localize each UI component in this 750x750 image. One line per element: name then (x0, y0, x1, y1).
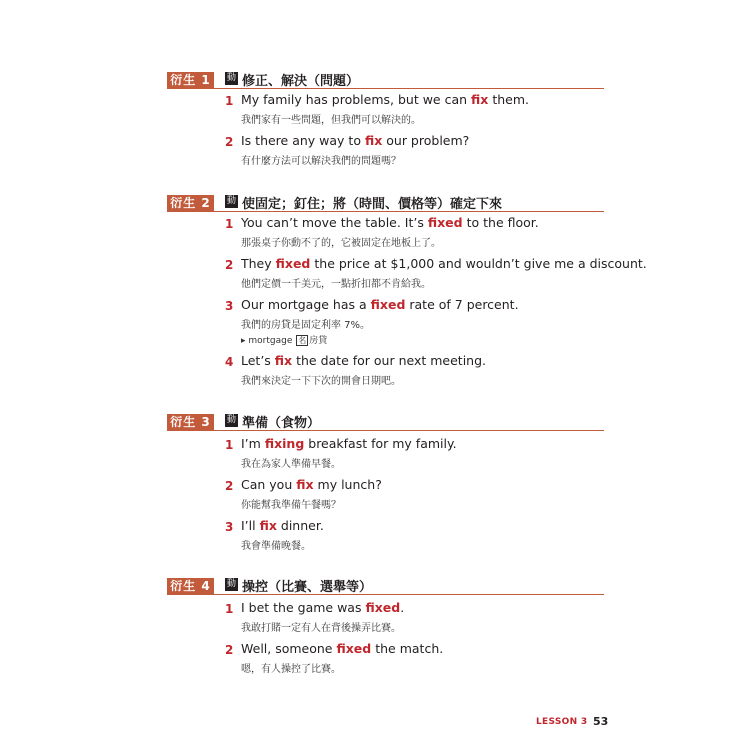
section-header (0, 578, 750, 598)
example-sentence: They fixed the price at $1,000 and wouldn’t give me a discount. (241, 256, 647, 271)
example-sentence: My family has problems, but we can fix them. (241, 92, 529, 107)
example-number: 3 (225, 299, 234, 313)
example-sentence: Let’s fix the date for our next meeting. (241, 353, 487, 368)
example-translation: 我敢打賭一定有人在背後操弄比賽。 (241, 623, 401, 634)
example-number: 1 (225, 438, 234, 452)
example-translation: 我們來決定一下下次的開會日期吧。 (241, 376, 401, 387)
triangle-icon: ▸ (241, 336, 246, 346)
example-translation: 我們的房貸是固定利率 7%。 (241, 320, 371, 331)
example-translation: 他們定價一千美元，一點折扣都不肯給我。 (241, 279, 431, 290)
example-sentence: Is there any way to fix our problem? (241, 133, 470, 148)
section-tag: 衍生 3 (167, 414, 214, 431)
keyword: fix (364, 133, 383, 148)
keyword: fixing (264, 436, 305, 451)
section-header (0, 72, 750, 92)
example-sentence: Our mortgage has a fixed rate of 7 percent. (241, 297, 519, 312)
example-number: 2 (225, 135, 234, 149)
section-rule (167, 88, 604, 89)
section-title: 操控（比賽、選舉等） (242, 580, 373, 595)
section-tag: 衍生 4 (167, 578, 214, 595)
verb-pos-badge: 動 (226, 73, 236, 83)
section-header (0, 195, 750, 215)
verb-pos-badge: 動 (226, 579, 236, 589)
verb-pos-badge: 動 (226, 196, 236, 206)
section-rule (167, 594, 604, 595)
section-title: 使固定；釘住；將（時間、價格等）確定下來 (242, 197, 503, 212)
example-sentence: Well, someone fixed the match. (241, 641, 444, 656)
example-translation: 嗯，有人操控了比賽。 (241, 664, 341, 675)
example-translation: 你能幫我準備午餐嗎？ (241, 500, 341, 511)
noun-pos-badge: 名 (298, 336, 307, 345)
keyword: fix (259, 518, 277, 533)
section-3 (0, 414, 750, 552)
section-2 (0, 195, 750, 387)
keyword: fix (296, 477, 314, 492)
keyword: fixed (336, 641, 372, 656)
example-translation: 我會準備晚餐。 (241, 541, 311, 552)
example-number: 2 (225, 479, 234, 493)
section-title: 準備（食物） (242, 416, 321, 431)
example-number: 1 (225, 94, 234, 108)
section-tag: 衍生 1 (167, 72, 214, 89)
section-4 (0, 578, 750, 675)
keyword: fixed (370, 297, 406, 312)
example-sentence: Can you fix my lunch? (241, 477, 382, 492)
page-number: 53 (593, 715, 609, 728)
section-title: 修正、解決（問題） (242, 74, 360, 89)
vocab-note: ▸ mortgage 名 房貸 (241, 336, 328, 346)
keyword: fixed (427, 215, 463, 230)
keyword: fix (471, 92, 489, 107)
section-1 (0, 72, 750, 167)
example-translation: 有什麼方法可以解決我們的問題嗎？ (241, 156, 401, 167)
section-header (0, 414, 750, 434)
lesson-label: LESSON 3 (536, 717, 588, 727)
example-translation: 我們家有一些問題，但我們可以解決的。 (241, 115, 421, 126)
section-tag: 衍生 2 (167, 195, 214, 212)
keyword: fixed (365, 600, 401, 615)
example-sentence: I’ll fix dinner. (241, 518, 324, 533)
example-number: 3 (225, 520, 234, 534)
example-number: 1 (225, 602, 234, 616)
example-translation: 我在為家人準備早餐。 (241, 459, 341, 470)
keyword: fixed (275, 256, 311, 271)
example-sentence: You can’t move the table. It’s fixed to the floor. (241, 215, 539, 230)
example-sentence: I’m fixing breakfast for my family. (241, 436, 457, 451)
section-rule (167, 430, 604, 431)
keyword: fix (274, 353, 293, 368)
example-sentence: I bet the game was fixed. (241, 600, 405, 615)
example-number: 2 (225, 258, 234, 272)
example-translation: 那張桌子你動不了的，它被固定在地板上了。 (241, 238, 441, 249)
verb-pos-badge: 動 (226, 415, 236, 425)
example-number: 2 (225, 643, 234, 657)
example-number: 1 (225, 217, 234, 231)
example-number: 4 (225, 355, 234, 369)
